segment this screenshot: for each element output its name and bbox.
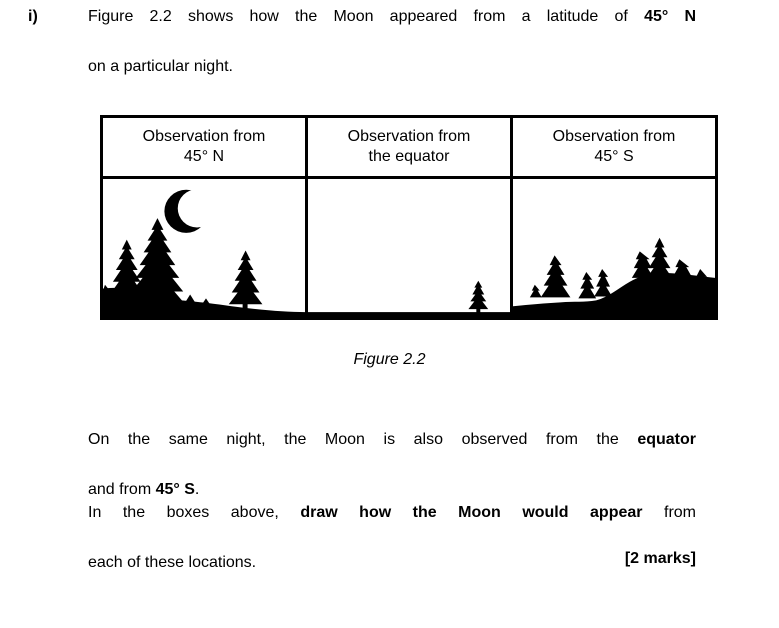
draw-instruction-bold: draw how the Moon would appear <box>300 504 643 521</box>
stem-text-line2: on a particular night. <box>88 58 233 75</box>
stem-latitude-north: 45° N <box>644 8 696 25</box>
question-stem-text <box>88 4 696 79</box>
observed-latitude-south-bold: 45° S <box>155 481 195 498</box>
header-cell-equator <box>305 118 510 176</box>
observed-text-part1: On the same night, the Moon is also observed from the <box>88 431 638 448</box>
table-header-row <box>103 118 715 179</box>
question-marker: i) <box>28 8 38 25</box>
header-45n-line2: 45° N <box>183 148 225 165</box>
table-drawing-row <box>103 179 715 317</box>
header-cell-45n <box>103 118 305 176</box>
drawing-cell-45n[interactable] <box>103 179 305 317</box>
header-equator-line2: the equator <box>368 148 450 165</box>
figure-2-2-table <box>100 115 718 320</box>
draw-text-part1: In the boxes above, <box>88 504 301 521</box>
header-45s-line2: 45° S <box>594 148 634 165</box>
scene-forest-with-crescent-moon <box>103 179 305 317</box>
header-45s-line1: Observation from <box>552 128 676 145</box>
observed-text-part2: and from <box>88 481 156 498</box>
scene-flat-horizon-single-tree <box>308 179 510 317</box>
drawing-cell-equator[interactable] <box>305 179 510 317</box>
header-equator-line1: Observation from <box>347 128 471 145</box>
observed-equator-bold: equator <box>637 431 696 448</box>
draw-text-line2: each of these locations. <box>88 554 257 571</box>
draw-text-part2: from <box>642 504 696 521</box>
drawing-cell-45s[interactable] <box>510 179 715 317</box>
marks-allocation: [2 marks] <box>624 550 696 567</box>
paragraph-observed <box>88 427 696 502</box>
stem-text-part1: Figure 2.2 shows how the Moon appeared from a latitude of <box>88 8 645 25</box>
header-45n-line1: Observation from <box>142 128 266 145</box>
header-cell-45s <box>510 118 715 176</box>
figure-caption: Figure 2.2 <box>353 351 426 368</box>
scene-hill-with-conifers <box>513 179 715 317</box>
observed-text-period: . <box>194 481 200 498</box>
